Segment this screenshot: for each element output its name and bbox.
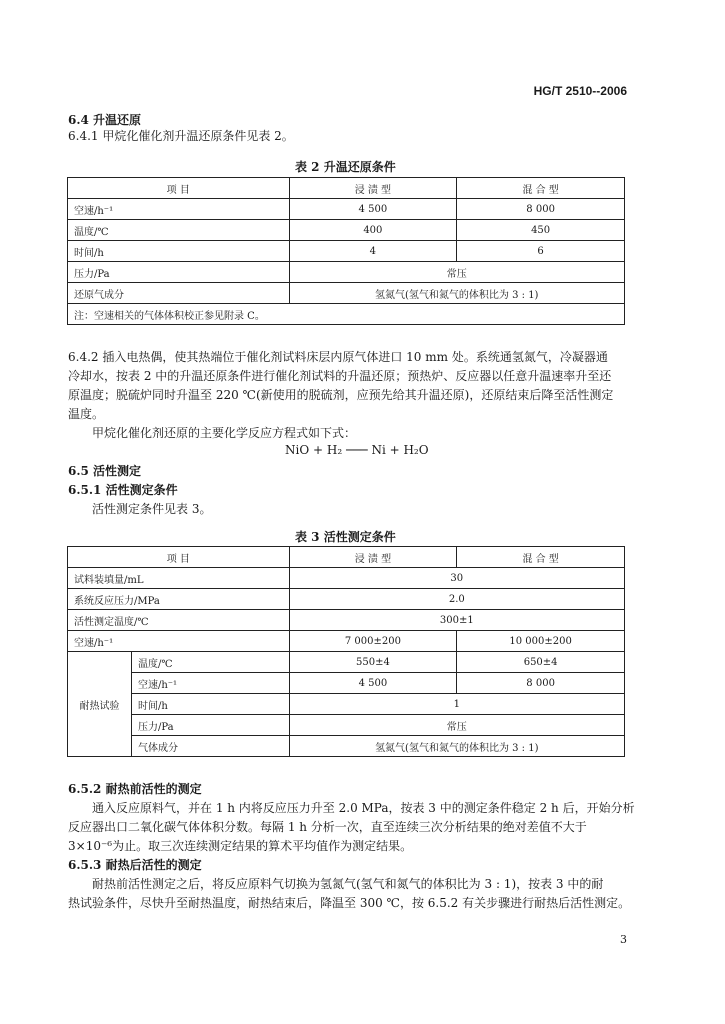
cell-mixed: 8 000 xyxy=(457,199,625,220)
row-label: 压力/Pa xyxy=(68,262,290,283)
section-6-5-3-line1: 耐热前活性测定之后，将反应原料气切换为氢氮气(氢气和氮气的体积比为 3 : 1)，按表 3 中的耐 xyxy=(92,877,604,891)
cell-value: 300±1 xyxy=(289,610,624,631)
row-label: 空速/h⁻¹ xyxy=(68,631,290,652)
table-row xyxy=(68,568,625,589)
reduction-equation: NiO + H₂ ─── Ni + H₂O xyxy=(285,443,429,457)
table-row xyxy=(68,262,625,283)
table3-header-impregnated: 浸 渍 型 xyxy=(289,547,457,568)
table2-header-item: 项 目 xyxy=(68,178,290,199)
page-number: 3 xyxy=(620,933,627,946)
heat-test-group-label: 耐热试验 xyxy=(68,652,132,757)
row-label: 时间/h xyxy=(131,694,289,715)
cell-value: 1 xyxy=(289,694,624,715)
row-label: 压力/Pa xyxy=(131,715,289,736)
cell-mixed: 650±4 xyxy=(457,652,625,673)
row-label: 试料装填量/mL xyxy=(68,568,290,589)
section-6-5-title: 6.5 活性测定 xyxy=(68,464,142,478)
section-6-5-2-title: 6.5.2 耐热前活性的测定 xyxy=(68,782,202,796)
section-6-4-2-line4: 温度。 xyxy=(68,407,105,421)
table3-caption: 表 3 活性测定条件 xyxy=(295,530,396,544)
cell-mixed: 450 xyxy=(457,220,625,241)
table-row xyxy=(68,652,625,673)
row-label: 还原气成分 xyxy=(68,283,290,304)
table2-note: 注：空速相关的气体体积校正参见附录 C。 xyxy=(68,304,625,325)
section-6-5-3-title: 6.5.3 耐热后活性的测定 xyxy=(68,858,202,872)
table2-header-mixed: 混 合 型 xyxy=(457,178,625,199)
section-6-4-2-line3: 原温度；脱硫炉同时升温至 220 ℃(新使用的脱硫剂，应预先给其升温还原)，还原结束后降至活性测定 xyxy=(68,388,614,402)
section-6-5-1-text: 活性测定条件见表 3。 xyxy=(92,502,212,516)
section-6-5-2-line3: 3×10⁻⁶为止。取三次连续测定结果的算术平均值作为测定结果。 xyxy=(68,839,413,853)
table-row xyxy=(68,199,625,220)
table3 xyxy=(67,546,625,757)
equation-intro: 甲烷化催化剂还原的主要化学反应方程式如下式： xyxy=(92,426,357,440)
table3-header-mixed: 混 合 型 xyxy=(457,547,625,568)
standard-number: HG/T 2510--2006 xyxy=(533,84,627,98)
table3-header-item: 项 目 xyxy=(68,547,290,568)
row-label: 气体成分 xyxy=(131,736,289,757)
section-6-4-2-line1: 6.4.2 插入电热偶，使其热端位于催化剂试料床层内原气体进口 10 mm 处。系统通氢氮气，冷凝器通 xyxy=(68,350,608,364)
section-6-5-1-title: 6.5.1 活性测定条件 xyxy=(68,483,178,497)
table-row xyxy=(68,610,625,631)
section-6-4-title: 6.4 升温还原 xyxy=(68,113,142,127)
table-row xyxy=(68,715,625,736)
table-row xyxy=(68,589,625,610)
cell-value: 30 xyxy=(289,568,624,589)
table-row xyxy=(68,241,625,262)
cell-value: 2.0 xyxy=(289,589,624,610)
table-row xyxy=(68,694,625,715)
cell-mixed: 6 xyxy=(457,241,625,262)
cell-impregnated: 4 500 xyxy=(289,199,457,220)
table2 xyxy=(67,177,625,325)
row-label: 系统反应压力/MPa xyxy=(68,589,290,610)
cell-impregnated: 4 xyxy=(289,241,457,262)
row-label: 时间/h xyxy=(68,241,290,262)
cell-mixed: 10 000±200 xyxy=(457,631,625,652)
cell-impregnated: 550±4 xyxy=(289,652,457,673)
section-6-4-1-text: 6.4.1 甲烷化催化剂升温还原条件见表 2。 xyxy=(68,129,294,143)
cell-value: 氢氮气(氢气和氮气的体积比为 3 : 1) xyxy=(289,283,625,304)
section-6-5-2-line1: 通入反应原料气，并在 1 h 内将反应压力升至 2.0 MPa，按表 3 中的测定条件稳定 2 h 后，开始分析 xyxy=(92,801,635,815)
cell-mixed: 8 000 xyxy=(457,673,625,694)
cell-value: 常压 xyxy=(289,262,625,283)
table2-header-impregnated: 浸 渍 型 xyxy=(289,178,457,199)
row-label: 温度/℃ xyxy=(68,220,290,241)
table-row xyxy=(68,304,625,325)
section-6-5-3-line2: 热试验条件，尽快升至耐热温度，耐热结束后，降温至 300 ℃，按 6.5.2 有关步骤进行耐热后活性测定。 xyxy=(68,896,631,910)
cell-impregnated: 4 500 xyxy=(289,673,457,694)
table-row xyxy=(68,631,625,652)
row-label: 空速/h⁻¹ xyxy=(131,673,289,694)
table2-caption: 表 2 升温还原条件 xyxy=(295,160,396,174)
section-6-4-2-line2: 冷却水，按表 2 中的升温还原条件进行催化剂试料的升温还原；预热炉、反应器以任意升温速率升至还 xyxy=(68,369,612,383)
row-label: 温度/℃ xyxy=(131,652,289,673)
table-row xyxy=(68,220,625,241)
cell-impregnated: 400 xyxy=(289,220,457,241)
cell-value: 氢氮气(氢气和氮气的体积比为 3 : 1) xyxy=(289,736,624,757)
section-6-5-2-line2: 反应器出口二氧化碳气体体积分数。每隔 1 h 分析一次，直至连续三次分析结果的绝对差值不大于 xyxy=(68,820,587,834)
row-label: 空速/h⁻¹ xyxy=(68,199,290,220)
table-row xyxy=(68,673,625,694)
row-label: 活性测定温度/℃ xyxy=(68,610,290,631)
table-row xyxy=(68,283,625,304)
cell-impregnated: 7 000±200 xyxy=(289,631,457,652)
cell-value: 常压 xyxy=(289,715,624,736)
table-row xyxy=(68,736,625,757)
